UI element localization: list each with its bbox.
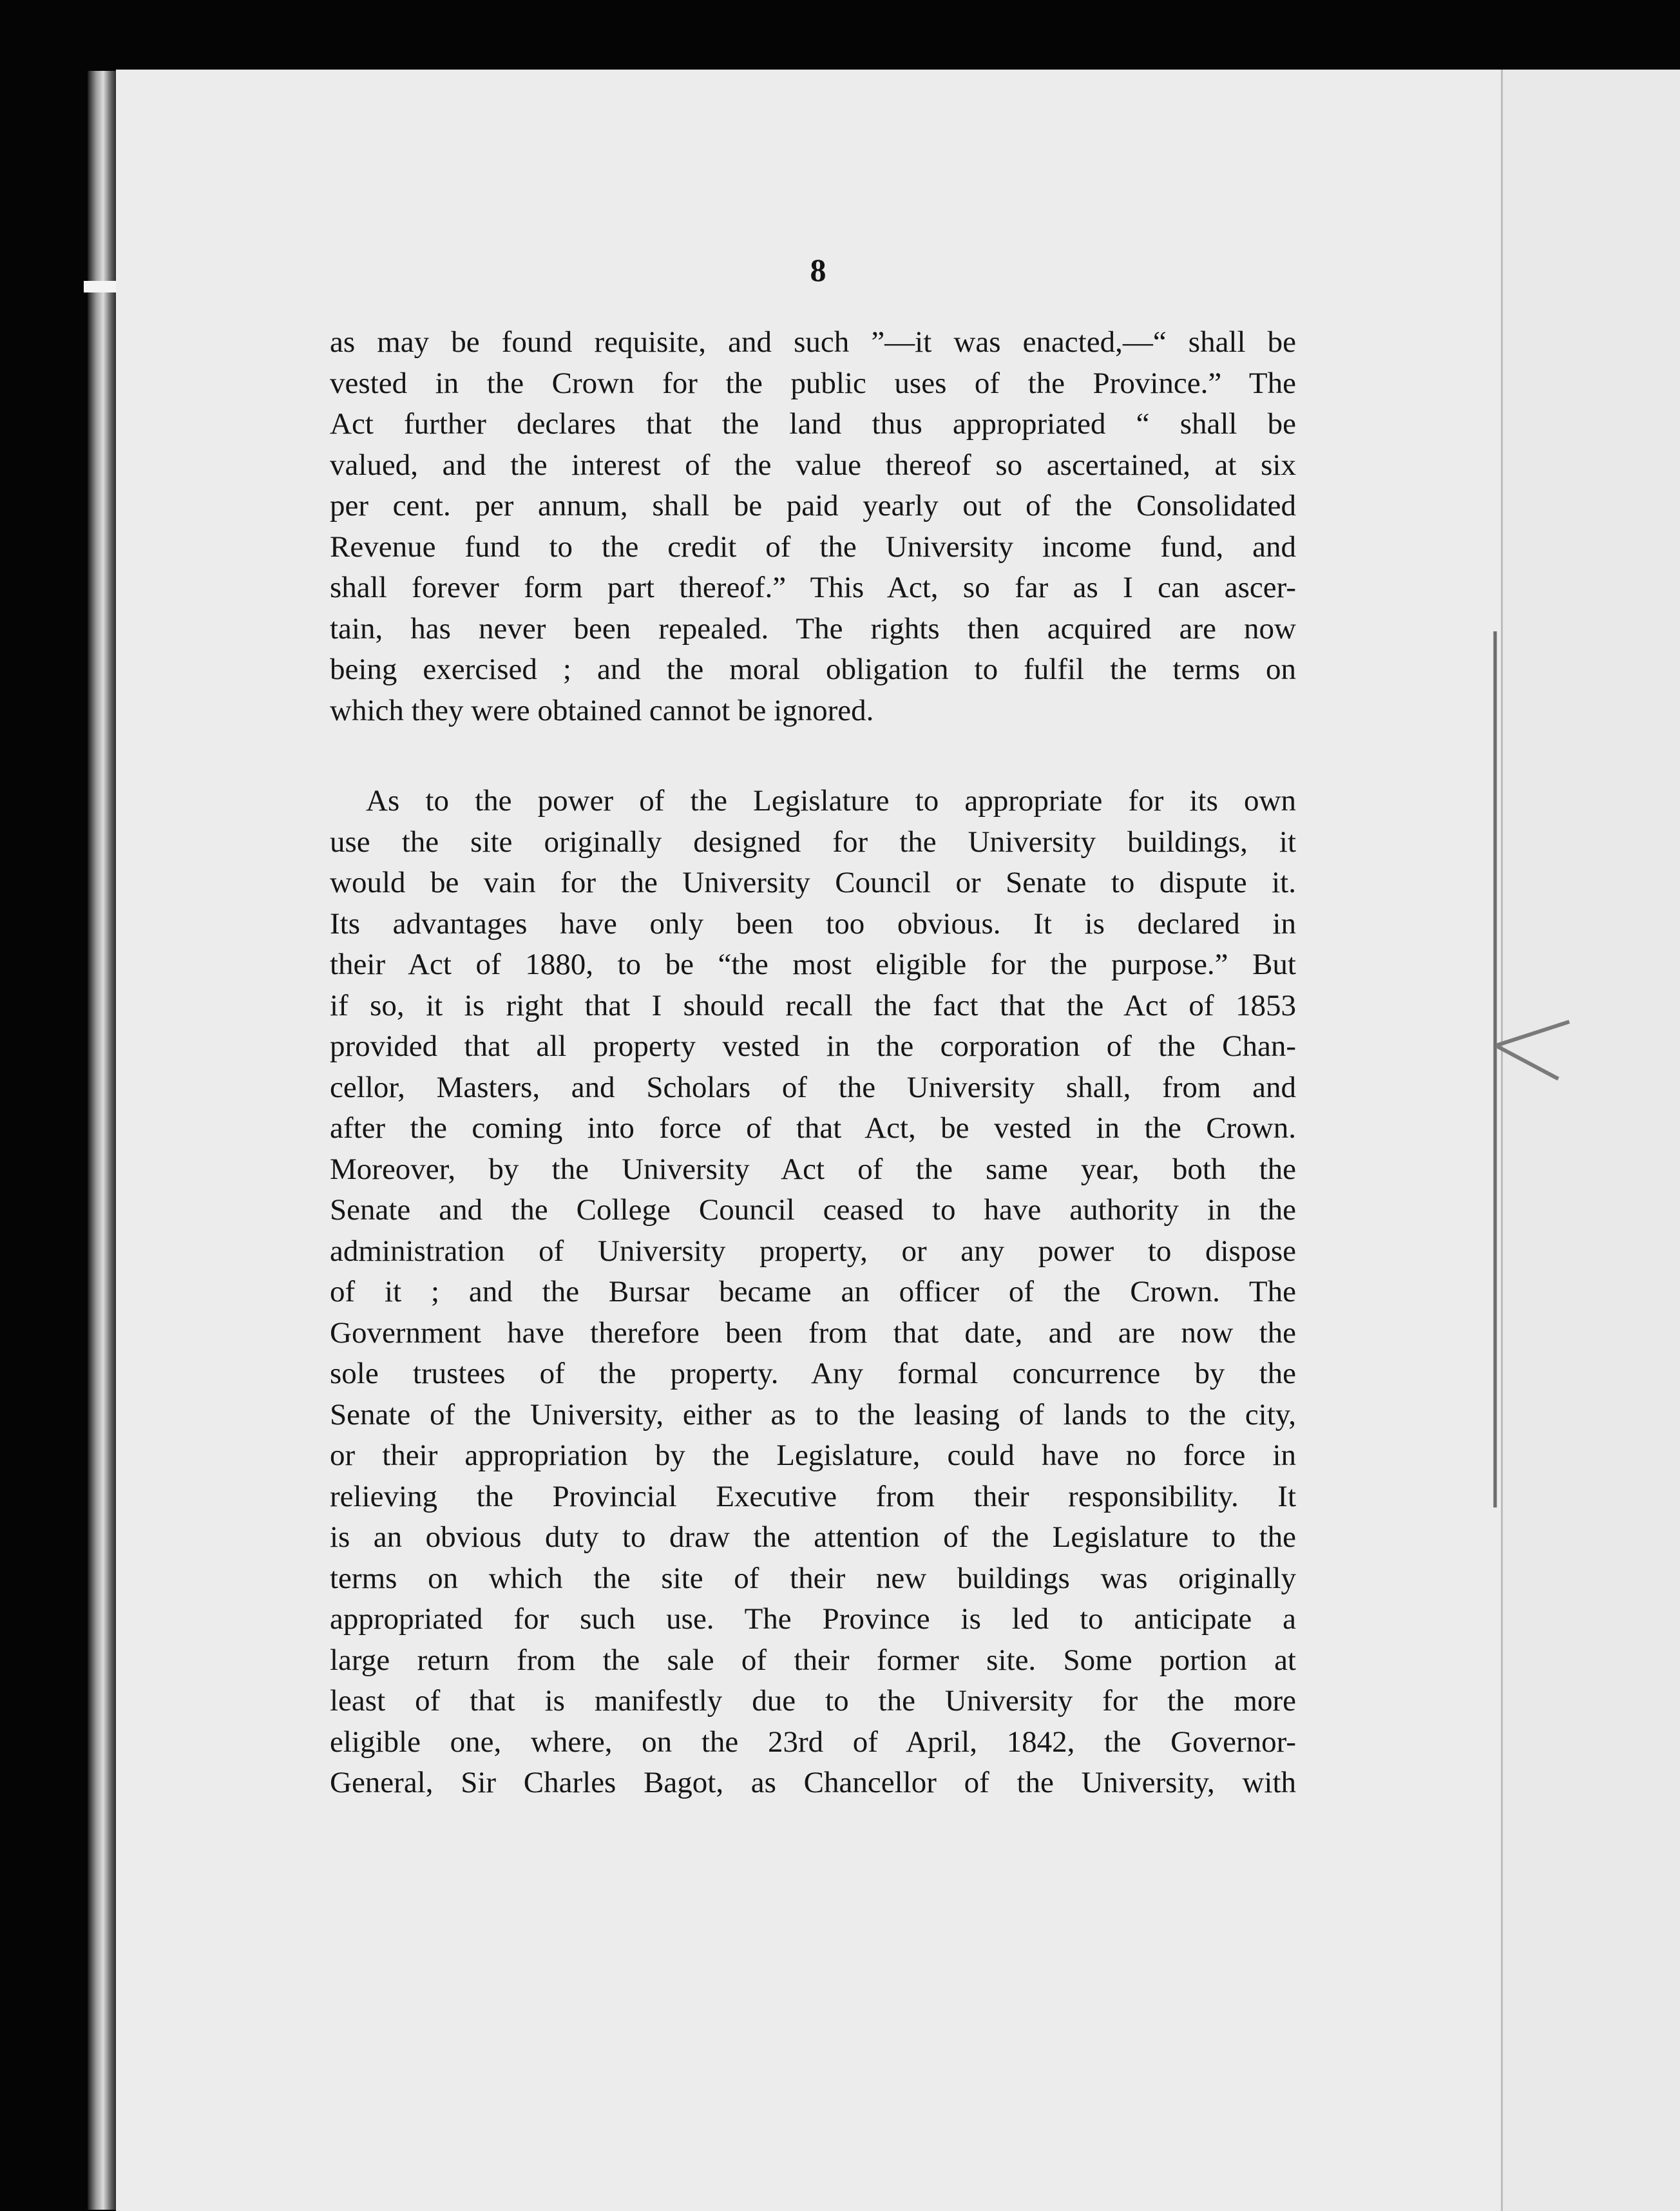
text-line: their Act of 1880, to be “the most eligible for the purpose.” But — [330, 948, 1296, 981]
paragraph-gap — [330, 731, 1296, 781]
text-line: Moreover, by the University Act of the same year, both the — [330, 1152, 1296, 1186]
text-line: least of that is manifestly due to the University for the more — [330, 1684, 1296, 1718]
text-line: or their appropriation by the Legislature, could have no force in — [330, 1439, 1296, 1472]
text-line: Revenue fund to the credit of the University income fund, and — [330, 530, 1296, 564]
text-line: shall forever form part thereof.” This Act, so far as I can ascer- — [330, 571, 1296, 604]
text-line: As to the power of the Legislature to appropriate for its own — [366, 784, 1296, 818]
text-line: use the site originally designed for the University buildings, it — [330, 825, 1296, 859]
text-line: sole trustees of the property. Any formal concurrence by the — [330, 1357, 1296, 1390]
text-line: General, Sir Charles Bagot, as Chancellor of the University, with — [330, 1766, 1296, 1799]
text-line: relieving the Provincial Executive from their responsibility. It — [330, 1479, 1296, 1513]
text-line: terms on which the site of their new buildings was originally — [330, 1561, 1296, 1595]
text-line: provided that all property vested in the corporation of the Chan- — [330, 1029, 1296, 1063]
adjacent-page-edge — [1501, 70, 1680, 2211]
text-line: vested in the Crown for the public uses of the Province.” The — [330, 366, 1296, 400]
text-line: valued, and the interest of the value thereof so ascertained, at six — [330, 448, 1296, 482]
body-text — [330, 322, 1296, 1804]
paragraph — [330, 322, 1296, 731]
text-line: which they were obtained cannot be ignored. — [330, 693, 874, 727]
text-line: per cent. per annum, shall be paid yearly out of the Consolidated — [330, 489, 1296, 522]
text-line: being exercised ; and the moral obligation to fulfil the terms on — [330, 653, 1296, 686]
text-line: would be vain for the University Council or Senate to dispute it. — [330, 866, 1296, 899]
text-line: administration of University property, or any power to dispose — [330, 1234, 1296, 1268]
text-line: Act further declares that the land thus appropriated “ shall be — [330, 407, 1296, 441]
text-line: Senate and the College Council ceased to have authority in the — [330, 1193, 1296, 1227]
text-line: as may be found requisite, and such ”—it was enacted,—“ shall be — [330, 325, 1296, 359]
text-line: eligible one, where, on the 23rd of April, 1842, the Governor- — [330, 1725, 1296, 1759]
page-number: 8 — [810, 252, 826, 288]
text-line: tain, has never been repealed. The rights then acquired are now — [330, 611, 1296, 646]
text-line: Its advantages have only been too obvious. It is declared in — [330, 906, 1296, 941]
text-line: after the coming into force of that Act, be vested in the Crown. — [330, 1111, 1296, 1145]
text-line: cellor, Masters, and Scholars of the University shall, from and — [330, 1070, 1296, 1104]
text-line: Government have therefore been from that date, and are now the — [330, 1316, 1296, 1350]
text-line: large return from the sale of their former site. Some portion at — [330, 1643, 1296, 1677]
text-line: of it ; and the Bursar became an officer of the Crown. The — [330, 1275, 1296, 1308]
text-line: if so, it is right that I should recall the fact that the Act of 1853 — [330, 988, 1296, 1022]
text-line: Senate of the University, either as to the leasing of lands to the city, — [330, 1397, 1296, 1431]
binding-stitch — [1493, 631, 1497, 1508]
text-line: appropriated for such use. The Province is led to anticipate a — [330, 1602, 1296, 1636]
paragraph — [330, 781, 1296, 1804]
text-line: is an obvious duty to draw the attention of the Legislature to the — [330, 1520, 1296, 1554]
binding-edge — [88, 71, 116, 2210]
